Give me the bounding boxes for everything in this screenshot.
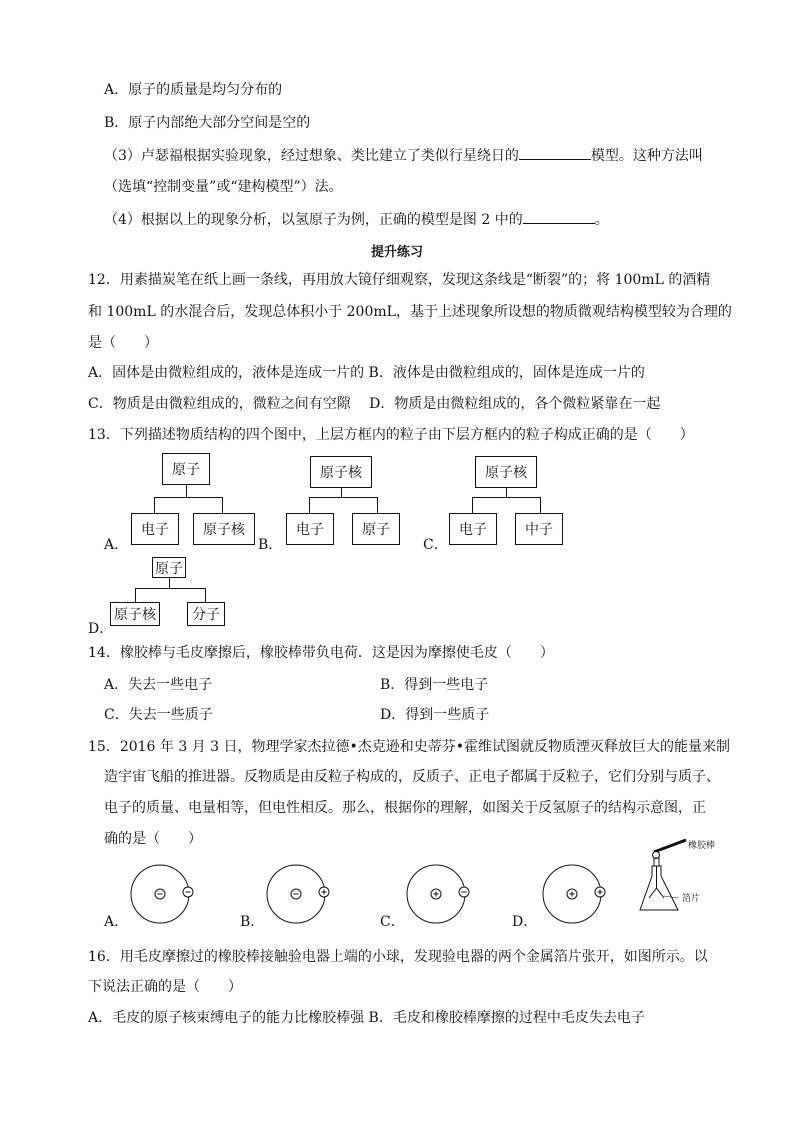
- q15-option-b[interactable]: B．: [240, 914, 265, 930]
- q14-option-c[interactable]: C．失去一些质子: [104, 707, 213, 723]
- q13-b-top-box: 原子核: [310, 456, 372, 488]
- q15-line2: 造宇宙飞船的推进器。反物质是由反粒子构成的，反质子、正电子都属于反粒子，它们分别与质子、: [104, 769, 720, 785]
- q14-option-a[interactable]: A．失去一些电子: [104, 677, 213, 693]
- label-rubber-rod: 橡胶棒: [688, 841, 716, 851]
- foil-icon: [649, 888, 657, 898]
- q13-b-left-box: 电子: [286, 513, 334, 545]
- flask-icon: [640, 866, 678, 910]
- q15-line4: 确的是（ ）: [104, 831, 202, 847]
- q15-atom-d-diagram: [540, 862, 604, 926]
- q3-text-1: （3）卢瑟福根据实验现象，经过想象、类比建立了类似行星绕日的: [104, 148, 519, 164]
- q13-option-d[interactable]: D．: [88, 621, 114, 637]
- q3-text-2: 模型。这种方法叫: [590, 148, 703, 164]
- q15-atom-a-diagram: [128, 862, 192, 926]
- q15-option-c[interactable]: C．: [380, 914, 405, 930]
- q13-b-right-box: 原子: [352, 513, 400, 545]
- q15-line3: 电子的质量、电量相等，但电性相反。那么，根据你的理解，如图关于反氢原子的结构示意图，正: [104, 800, 706, 816]
- q4-text-1: （4）根据以上的现象分析，以氢原子为例，正确的模型是图 2 中的: [104, 212, 523, 228]
- q12-line3: 是（ ）: [88, 335, 158, 351]
- q13-option-a[interactable]: A．: [104, 537, 129, 553]
- q13-d-right-box: 分子: [187, 602, 225, 626]
- q15-option-a[interactable]: A．: [104, 914, 129, 930]
- q13-option-b[interactable]: B．: [258, 537, 283, 553]
- q15-atom-b-diagram: [264, 862, 328, 926]
- q13-d-left-box: 原子核: [110, 602, 160, 626]
- label-foil: 箔片: [682, 894, 701, 904]
- q12-options-cd: C．物质是由微粒组成的，微粒之间有空隙 D．物质是由微粒组成的，各个微粒紧靠在一起: [88, 396, 661, 412]
- q12-line1: 12．用素描炭笔在纸上画一条线，再用放大镜仔细观察，发现这条线是“断裂”的；将 100mL 的酒精: [88, 272, 711, 288]
- q13-c-top-box: 原子核: [475, 456, 537, 488]
- q13-c-left-box: 电子: [449, 513, 497, 545]
- q14-option-d[interactable]: D．得到一些质子: [380, 707, 490, 723]
- q3-line1: [104, 145, 703, 166]
- q13-c-right-box: 中子: [515, 513, 563, 545]
- q16-options-ab: A．毛皮的原子核束缚电子的能力比橡胶棒强 B．毛皮和橡胶棒摩擦的过程中毛皮失去电子: [88, 1010, 645, 1026]
- option-b-previous: B．原子内部绝大部分空间是空的: [104, 115, 311, 131]
- q13-a-top-box: 原子: [162, 453, 210, 485]
- q14-stem: 14．橡胶棒与毛皮摩擦后，橡胶棒带负电荷．这是因为摩擦使毛皮（ ）: [88, 645, 554, 661]
- q13-option-c[interactable]: C．: [423, 537, 448, 553]
- q4-text-2: 。: [594, 212, 609, 228]
- q12-options-ab: A．固体是由微粒组成的，液体是连成一片的 B．液体是由微粒组成的，固体是连成一片的: [88, 365, 645, 381]
- q15-option-d[interactable]: D．: [512, 914, 538, 930]
- q13-a-right-box: 原子核: [193, 513, 255, 545]
- q13-a-left-box: 电子: [131, 513, 179, 545]
- option-a-previous: A．原子的质量是均匀分布的: [104, 82, 283, 98]
- q4-line: [104, 209, 609, 230]
- q15-line1: 15．2016 年 3 月 3 日，物理学家杰拉德•杰克逊和史蒂芬•霍维试图就反物质湮灭释放巨大的能量来制: [88, 739, 731, 755]
- q4-blank[interactable]: [523, 209, 595, 224]
- q3-blank[interactable]: [519, 145, 591, 160]
- q15-atom-c-diagram: [404, 862, 468, 926]
- q14-option-b[interactable]: B．得到一些电子: [380, 677, 489, 693]
- q16-line1: 16．用毛皮摩擦过的橡胶棒接触验电器上端的小球，发现验电器的两个金属箔片张开，如图所示。以: [88, 949, 708, 965]
- q3-line2: （选填“控制变量”或“建构模型”）法。: [104, 179, 343, 195]
- q12-line2: 和 100mL 的水混合后，发现总体积小于 200mL，基于上述现象所设想的物质微观结构模型较为合理的: [88, 304, 732, 320]
- section-title: 提升练习: [370, 245, 423, 260]
- q16-line2: 下说法正确的是（ ）: [88, 979, 242, 995]
- q13-d-top-box: 原子: [152, 557, 186, 578]
- q13-stem: 13．下列描述物质结构的四个图中，上层方框内的粒子由下层方框内的粒子构成正确的是（ ）: [88, 427, 694, 443]
